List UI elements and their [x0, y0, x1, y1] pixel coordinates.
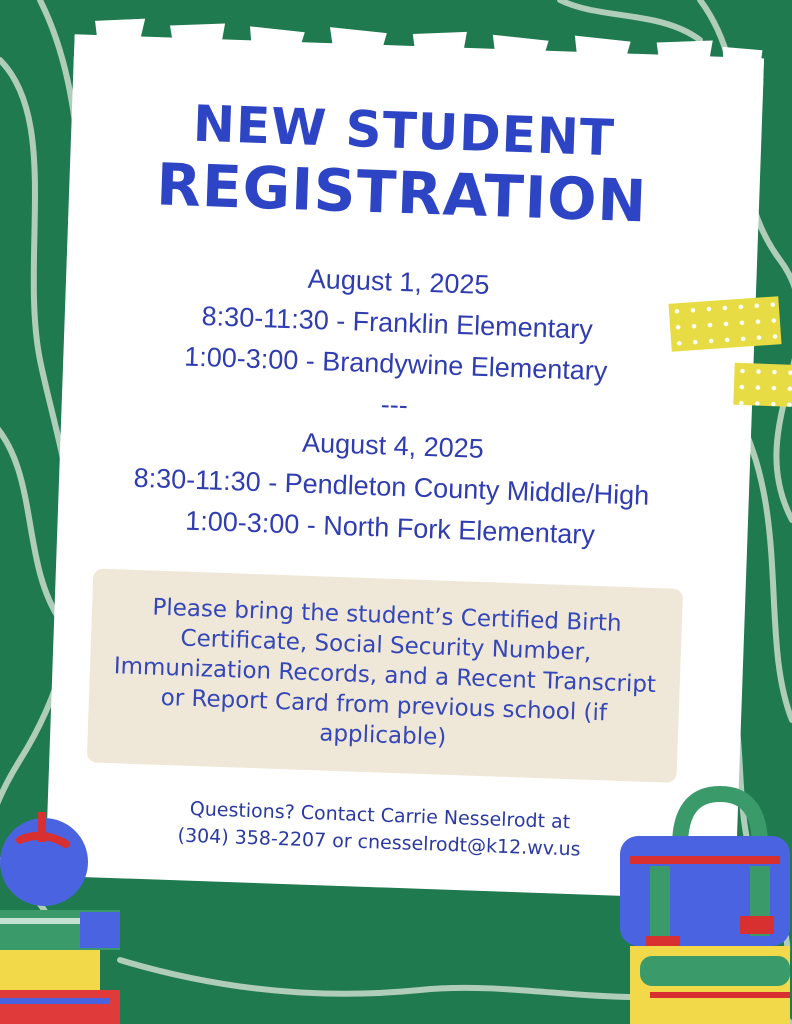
backpack-illustration	[610, 786, 792, 1024]
schedule-date: August 4, 2025	[301, 427, 485, 464]
tape-strip	[733, 363, 792, 407]
contact-line: (304) 358-2207 or cnesselrodt@k12.wv.us	[177, 824, 581, 861]
schedule-entry: 1:00-3:00 - Brandywine Elementary	[183, 341, 608, 387]
contact-line: Questions? Contact Carrie Nesselrodt at	[189, 797, 571, 834]
schedule-date: August 1, 2025	[307, 263, 490, 301]
title-line-2: REGISTRATION	[155, 150, 649, 236]
schedule-list	[45, 250, 745, 561]
schedule-divider: ---	[380, 389, 409, 421]
schedule-entry: 8:30-11:30 - Franklin Elementary	[201, 301, 594, 345]
flyer-content	[34, 88, 750, 869]
requirements-note: Please bring the student’s Certified Birth Certificate, Social Security Number, Immunization Records, and a Recent Transcript or Report Card from previous school (if applicable)	[87, 568, 683, 782]
schedule-entry: 8:30-11:30 - Pendleton County Middle/High	[133, 462, 650, 511]
title-line-1: NEW STUDENT	[192, 94, 616, 168]
schedule-entry: 1:00-3:00 - North Fork Elementary	[184, 505, 596, 550]
page-title	[56, 88, 750, 236]
apple-and-books-illustration	[0, 800, 130, 1024]
